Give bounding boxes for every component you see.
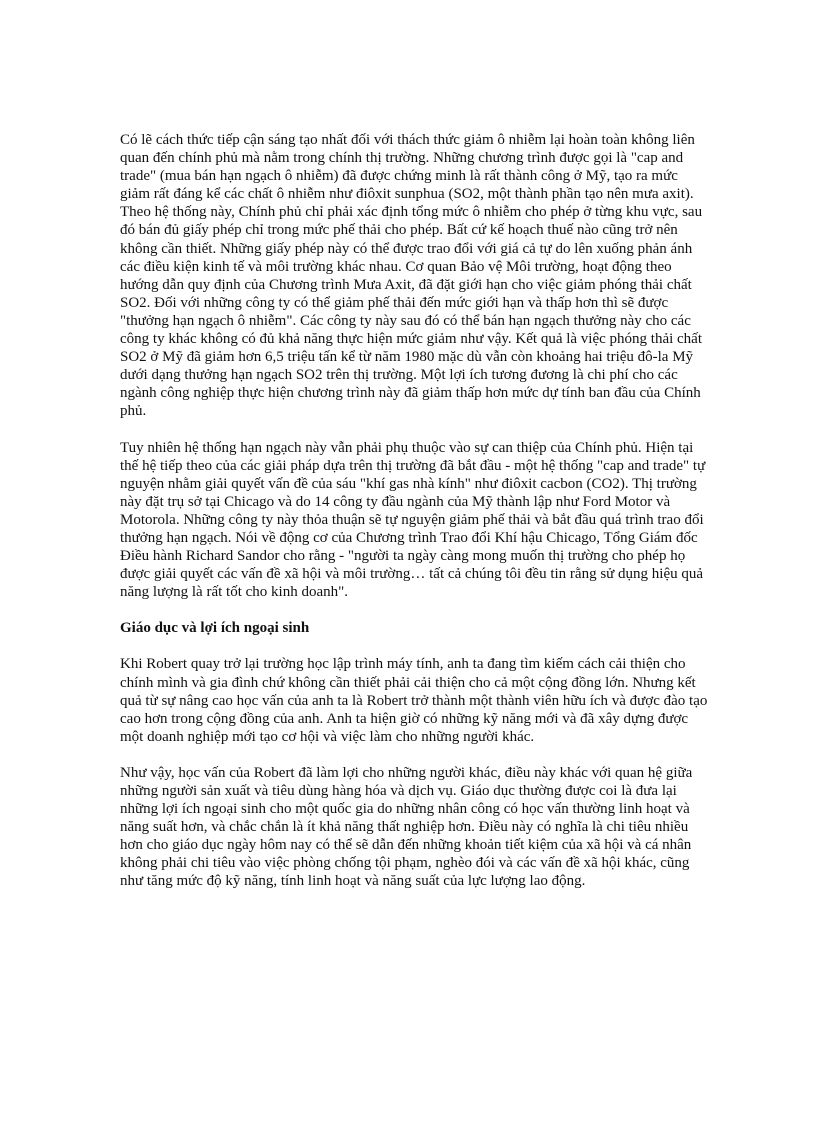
paragraph-robert-education: Khi Robert quay trở lại trường học lập trình máy tính, anh ta đang tìm kiếm cách cải thiện cho chính mình và gia đình chứ không cần thiết phải cải thiện cho cả một cộng đồng lớn. Nhưng kết quả từ sự nâng cao học vấn của anh ta là Robert trở thành một thành viên hữu ích và được đào tạo cao hơn trong cộng đồng của anh. Anh ta hiện giờ có những kỹ năng mới và đã xây dựng được một doanh nghiệp mới tạo cơ hội và việc làm cho những người khác.	[120, 656, 708, 745]
document-page	[120, 131, 710, 909]
paragraph-voluntary-market: Tuy nhiên hệ thống hạn ngạch này vẫn phải phụ thuộc vào sự can thiệp của Chính phủ. Hiện tại thế hệ tiếp theo của các giải pháp dựa trên thị trường đã bắt đầu - một hệ thống "cap and trade" tự nguyện nhằm giải quyết vấn đề của sáu "khí gas nhà kính" như điôxit cacbon (CO2). Thị trường này đặt trụ sở tại Chicago và do 14 công ty đầu ngành của Mỹ thành lập như Ford Motor và Motorola. Những công ty này thỏa thuận sẽ tự nguyện giảm phế thải và bắt đầu quá trình trao đổi thưởng hạn ngạch. Nói về động cơ của Chương trình Trao đổi Khí hậu Chicago, Tổng Giám đốc Điều hành Richard Sandor cho rằng - "người ta ngày càng mong muốn thị trường cho phép họ được giải quyết các vấn đề xã hội và môi trường… tất cả chúng tôi đều tin rằng sử dụng hiệu quả năng lượng là rất tốt cho kinh doanh".	[120, 439, 706, 601]
section-heading: Giáo dục và lợi ích ngoại sinh	[120, 620, 310, 637]
paragraph-cap-and-trade: Có lẽ cách thức tiếp cận sáng tạo nhất đối với thách thức giảm ô nhiễm lại hoàn toàn không liên quan đến chính phủ mà nằm trong chính thị trường. Những chương trình được gọi là "cap and trade" (mua bán hạn ngạch ô nhiễm) đã được chứng minh là rất thành công ở Mỹ, tạo ra mức giảm rất đáng kể các chất ô nhiễm như điôxit sunphua (SO2, một thành phần tạo nên mưa axit). Theo hệ thống này, Chính phủ chỉ phải xác định tổng mức ô nhiễm cho phép ở từng khu vực, sau đó bán đủ giấy phép chỉ trong mức phế thải cho phép. Bất cứ kế hoạch thuế nào cũng trở nên không cần thiết. Những giấy phép này có thể được trao đổi với giá cả tự do lên xuống phản ánh các điều kiện kinh tế và môi trường khác nhau. Cơ quan Bảo vệ Môi trường, hoạt động theo hướng dẫn quy định của Chương trình Mưa Axit, đã đặt giới hạn cho việc giảm phóng thải chất SO2. Đối với những công ty có thể giảm phế thải đến mức giới hạn và thấp hơn thì sẽ được "thưởng hạn ngạch ô nhiễm". Các công ty này sau đó có thể bán hạn ngạch thưởng này cho các công ty khác không có đủ khả năng thực hiện mức giảm như vậy. Kết quả là việc phóng thải chất SO2 ở Mỹ đã giảm hơn 6,5 triệu tấn kể từ năm 1980 mặc dù vẫn còn khoảng hai triệu đô-la Mỹ dưới dạng thưởng hạn ngạch SO2 trên thị trường. Một lợi ích tương đương là chi phí cho các ngành công nghiệp thực hiện chương trình này đã giảm thấp hơn mức dự tính ban đầu của Chính phủ.	[120, 132, 703, 420]
paragraph-external-benefits: Như vậy, học vấn của Robert đã làm lợi cho những người khác, điều này khác với quan hệ giữa những người sản xuất và tiêu dùng hàng hóa và dịch vụ. Giáo dục thường được coi là đưa lại những lợi ích ngoại sinh cho một quốc gia do những nhân công có học vấn thường linh hoạt và năng suất hơn, và chắc chắn là ít khả năng thất nghiệp hơn. Điều này có nghĩa là chi tiêu nhiều hơn cho giáo dục ngày hôm nay có thể sẽ dẫn đến những khoản tiết kiệm của xã hội và cá nhân không phải chi tiêu vào việc phòng chống tội phạm, nghèo đói và các vấn đề xã hội khác, cũng như tăng mức độ kỹ năng, tính linh hoạt và năng suất của lực lượng lao động.	[120, 764, 693, 890]
